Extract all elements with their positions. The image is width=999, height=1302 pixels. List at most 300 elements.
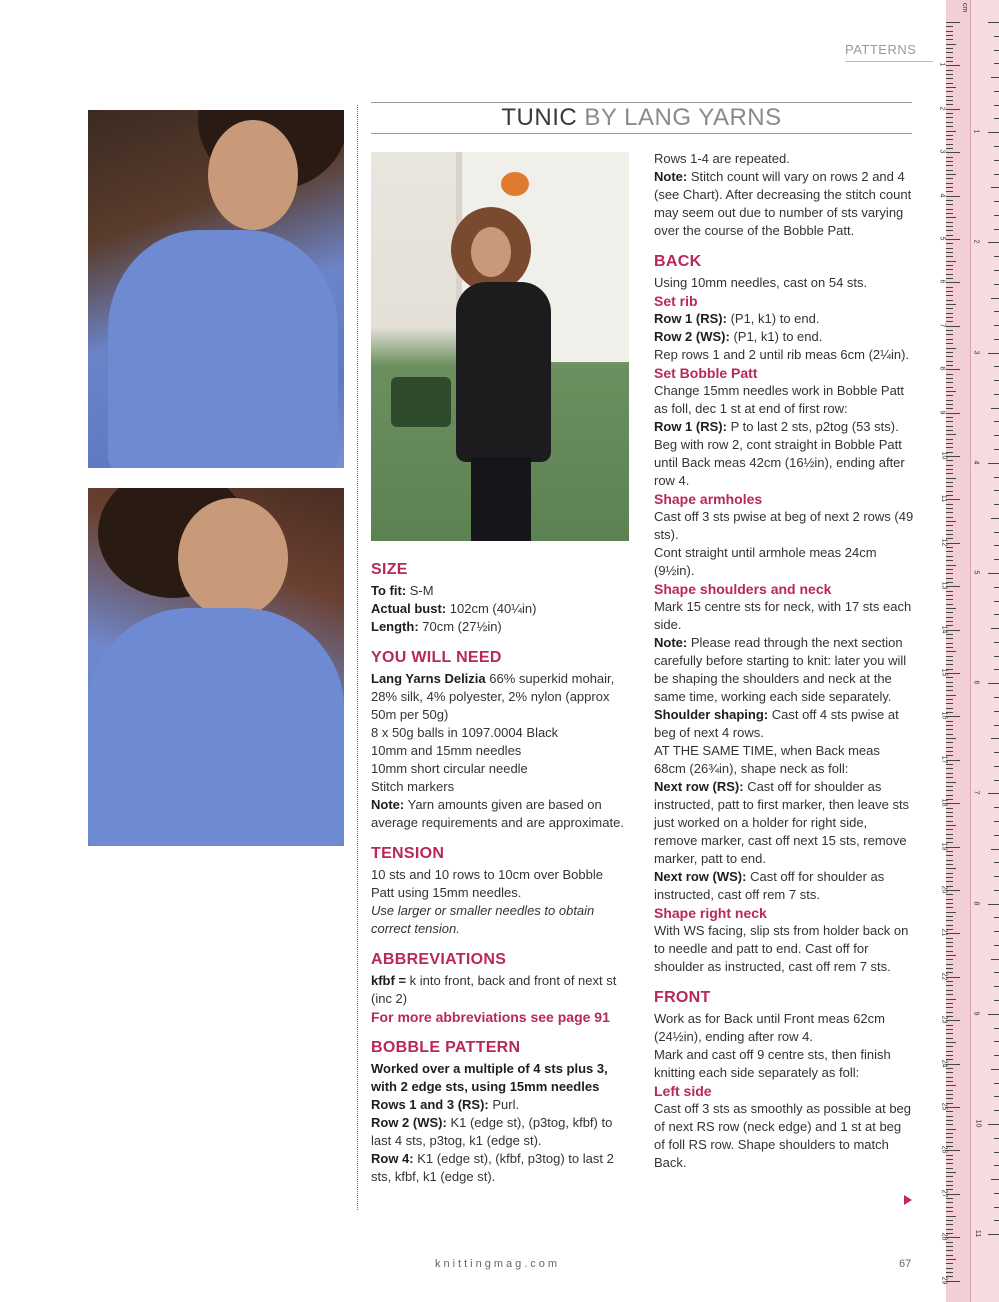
ruler-cm-tick [946,608,956,609]
ruler-cm-tick [946,786,953,787]
ruler-cm-tick [946,243,953,244]
ruler-inch-tick [994,118,999,119]
ruler-inch-tick [994,215,999,216]
ruler-cm-tick [946,482,953,483]
page-title [371,104,912,132]
ruler-cm-tick [946,83,953,84]
ruler-inch-label: 3 [972,350,980,355]
section-label: PATTERNS [845,42,917,57]
ruler-cm-tick [946,999,956,1000]
ruler-inch-tick [994,697,999,698]
ruler-cm-tick [946,113,953,114]
need-note-label: Note: [371,797,405,812]
rib-row1-label: Row 1 (RS): [654,311,727,326]
ruler-cm-tick [946,22,960,23]
ruler-cm-tick [946,595,953,596]
ruler-cm-tick [946,26,953,27]
ruler-inch-tick [994,669,999,670]
ruler-inch-tick [988,22,999,23]
ruler-cm-tick [946,985,953,986]
page-number: 67 [899,1258,912,1270]
ruler-cm-label: 25 [940,1102,948,1111]
ruler-cm-tick [946,417,953,418]
front-heading: FRONT [654,989,711,1006]
ruler-inch-tick [988,904,999,905]
ruler-cm-label: 9 [938,410,946,415]
ruler-inch-tick [991,518,999,519]
ruler-inch-tick [991,1069,999,1070]
you-will-need-heading: YOU WILL NEED [371,649,502,666]
ruler-cm-label: 18 [940,798,948,807]
ruler-cm-tick [946,699,953,700]
shape-shoulders-heading: Shape shoulders and neck [654,581,832,597]
ruler-cm-label: 8 [938,366,946,371]
ruler-cm-tick [946,261,956,262]
ruler-cm-tick [946,525,953,526]
ruler-cm-tick [946,74,953,75]
ruler-cm-tick [946,282,960,283]
ruler-cm-tick [946,235,953,236]
ruler-cm-tick [946,760,960,761]
ruler-cm-tick [946,408,953,409]
ruler-cm-tick [946,551,953,552]
ruler-cm-tick [946,343,953,344]
ruler-cm-tick [946,339,953,340]
ruler-cm-tick [946,816,953,817]
ruler-inch-label: 10 [974,1119,982,1128]
ruler-cm-tick [946,907,953,908]
ruler-cm-tick [946,144,953,145]
ruler-inch-tick [994,587,999,588]
ruler-cm-label: 10 [940,451,948,460]
ruler-cm-tick [946,217,956,218]
needles: 10mm and 15mm needles [371,743,522,758]
ruler-inch-tick [994,890,999,891]
ruler-cm-tick [946,1124,953,1125]
ruler-inch-tick [988,683,999,684]
ruler-cm-tick [946,196,960,197]
ruler-cm-tick [946,764,953,765]
ruler-cm-label: 11 [940,495,948,503]
ruler-cm-tick [946,1229,953,1230]
ruler-cm-tick [946,1142,953,1143]
column-right [654,150,914,1172]
ruler-cm-label: 12 [940,538,948,547]
ruler-inch-tick [994,1193,999,1194]
ruler-cm-tick [946,512,953,513]
rib-row2: (P1, k1) to end. [733,329,823,344]
ruler-inch-tick [994,366,999,367]
ruler-cm-tick [946,378,953,379]
ruler-cm-tick [946,660,953,661]
ruler-cm-tick [946,504,953,505]
ruler-unit: cm [961,2,969,13]
ruler-cm-tick [946,1237,960,1238]
ruler-cm-tick [946,851,953,852]
ruler-cm-tick [946,213,953,214]
ruler-cm-tick [946,291,953,292]
ruler-cm-tick [946,1012,953,1013]
ruler-cm-tick [946,413,960,414]
ruler-inch-tick [994,504,999,505]
ruler-cm-tick [946,400,953,401]
ruler-cm-tick [946,734,953,735]
ruler-inch-label: 5 [972,570,980,575]
ruler-inch-tick [991,849,999,850]
ruler-cm-tick [946,356,953,357]
ruler-cm-tick [946,230,953,231]
ruler-cm-tick [946,48,953,49]
ruler-cm-tick [946,78,953,79]
stitch-markers: Stitch markers [371,779,455,794]
ruler-cm-tick [946,673,960,674]
ruler-cm-tick [946,170,953,171]
ruler-cm-label: 4 [938,193,946,198]
ruler-cm-tick [946,994,953,995]
title-rule-top [371,102,912,103]
ruler-cm-tick [946,1216,956,1217]
ruler-inch-tick [994,105,999,106]
ruler-cm-tick [946,634,953,635]
set-rib-heading: Set rib [654,293,698,309]
title-rule-bottom [371,133,912,134]
ruler-inch-tick [994,614,999,615]
ruler-inch-label: 6 [972,680,980,685]
ruler-inch-tick [994,174,999,175]
yarn-composition: 66% superkid mohair, 28% silk, 4% polyester, 2% nylon (approx 50m per 50g) [371,671,615,722]
continue-arrow-icon [904,1195,912,1205]
bobble-row1-label: Row 1 (RS): [654,419,727,434]
ruler-cm-tick [946,565,956,566]
ruler-inch-tick [994,986,999,987]
ruler-cm-tick [946,430,953,431]
ruler-inch-tick [994,532,999,533]
ruler-cm-tick [946,365,953,366]
ruler-cm-tick [946,899,953,900]
ruler-inch-tick [994,1138,999,1139]
ruler-cm-tick [946,178,953,179]
ruler-cm-tick [946,773,953,774]
ruler-inch-tick [988,463,999,464]
ruler-cm-tick [946,1046,953,1047]
ruler-inch-tick [994,656,999,657]
kfbf-label: kfbf = [371,973,407,988]
ruler-inch-tick [994,601,999,602]
ruler-inch-tick [994,821,999,822]
ruler-inch-tick [994,1220,999,1221]
ruler-cm-tick [946,248,953,249]
ruler-cm-tick [946,326,960,327]
ruler-cm-tick [946,1185,953,1186]
ruler-cm-tick [946,486,953,487]
ruler-cm-tick [946,1055,953,1056]
ruler-inch-tick [994,449,999,450]
ruler-cm-tick [946,191,953,192]
ruler-inch-tick [991,187,999,188]
ruler-cm-tick [946,808,953,809]
ruler-cm-tick [946,1107,960,1108]
note-label: Note: [654,169,688,184]
ruler-cm-label: 29 [940,1276,948,1284]
ruler-inch-tick [994,1041,999,1042]
rib-row1: (P1, k1) to end. [730,311,820,326]
ruler-cm-tick [946,1207,953,1208]
ruler-cm-tick [946,703,953,704]
ruler-inch-label: 2 [972,239,980,244]
ruler-cm-tick [946,1172,956,1173]
ruler-cm-tick [946,664,953,665]
bobble-row1: P to last 2 sts, p2tog (53 sts). [730,419,899,434]
ruler-cm-label: 23 [940,1015,948,1024]
ruler-cm-tick [946,100,953,101]
circular-needle: 10mm short circular needle [371,761,528,776]
ruler-inch-tick [994,50,999,51]
ruler-inch-label: 7 [972,790,980,795]
ruler-cm-tick [946,126,953,127]
ruler-inch-tick [994,311,999,312]
ruler-cm-tick [946,959,953,960]
ruler-cm-tick [946,630,960,631]
ruler-inch-tick [994,1207,999,1208]
ruler-cm-tick [946,44,956,45]
ruler-cm-tick [946,209,953,210]
ruler-cm-tick [946,330,953,331]
ruler-cm-tick [946,439,953,440]
ruler-cm-tick [946,1137,953,1138]
ruler-cm-tick [946,1051,953,1052]
ruler-cm-tick [946,747,953,748]
ruler-inch-tick [994,917,999,918]
ruler-cm-tick [946,834,953,835]
bust-label: Actual bust: [371,601,447,616]
right-neck-text: With WS facing, slip sts from holder back on to needle and patt to end. Cast off for shoulder as instructed, cast off rem 7 sts. [654,923,909,974]
ruler-cm-tick [946,946,953,947]
ruler-cm-tick [946,1211,953,1212]
ruler-cm-tick [946,1042,956,1043]
ruler-cm-tick [946,1025,953,1026]
ruler-cm-tick [946,1038,953,1039]
ruler-inch-tick [994,394,999,395]
ruler-cm-tick [946,434,956,435]
ruler-inch-tick [988,573,999,574]
ruler-cm-tick [946,465,953,466]
next-row-ws: Cast off for shoulder as instructed, cast off rem 7 sts. [654,869,885,902]
ruler-cm-tick [946,39,953,40]
ruler-inch-tick [994,945,999,946]
ruler-cm-tick [946,317,953,318]
ruler-inch-tick [994,325,999,326]
ruler-cm-tick [946,200,953,201]
ruler-cm-tick [946,1268,953,1269]
back-intro: Using 10mm needles, cast on 54 sts. [654,275,868,290]
ruler-cm-tick [946,638,953,639]
ruler-cm-tick [946,96,953,97]
ruler-cm-tick [946,1159,953,1160]
column-middle [371,560,626,1186]
ruler-cm-tick [946,742,953,743]
bobble-continue: Beg with row 2, cont straight in Bobble Patt until Back meas 42cm (16½in), ending after row 4. [654,437,905,488]
ruler-cm-tick [946,586,960,587]
rib-row2-label: Row 2 (WS): [654,329,730,344]
ruler-cm-label: 27 [940,1189,948,1198]
ruler-cm-tick [946,682,953,683]
ruler-cm-tick [946,1250,953,1251]
more-abbreviations-link[interactable]: For more abbreviations see page 91 [371,1009,610,1025]
ruler-cm-tick [946,1263,953,1264]
size-heading: SIZE [371,561,408,578]
ruler-cm-tick [946,812,953,813]
ruler-inch-tick [994,931,999,932]
ruler-cm-tick [946,686,953,687]
ruler-cm-tick [946,868,956,869]
ruler-cm-tick [946,165,953,166]
left-side-text: Cast off 3 sts as smoothly as possible at beg of next RS row (neck edge) and 1 st at beg of foll RS row. Shape shoulders to match Back. [654,1101,912,1170]
ruler-inch-tick [994,490,999,491]
ruler-cm-tick [946,829,953,830]
ruler-inch-tick [991,1179,999,1180]
kfbf-definition: k into front, back and front of next st (inc 2) [371,973,617,1006]
ruler-cm-tick [946,578,953,579]
ruler-cm-tick [946,1194,960,1195]
ruler-inch-label: 1 [972,129,980,134]
ruler-cm-tick [946,157,953,158]
ruler-cm-tick [946,387,953,388]
bobble-pattern-heading: BOBBLE PATTERN [371,1039,521,1056]
ruler-cm-tick [946,87,956,88]
ruler-cm-tick [946,300,953,301]
row2-text: K1 (edge st), (p3tog, kfbf) to last 4 sts, p3tog, k1 (edge st). [371,1115,613,1148]
ruler-cm-tick [946,508,953,509]
ruler-cm-label: 3 [938,149,946,154]
ruler-cm-tick [946,599,953,600]
ruler-inch-tick [994,284,999,285]
length-label: Length: [371,619,419,634]
ruler-cm-tick [946,916,953,917]
ruler-cm-tick [946,838,953,839]
ruler-cm-tick [946,1163,953,1164]
ruler-cm-label: 1 [938,62,946,67]
ruler-cm-tick [946,252,953,253]
ruler-cm-tick [946,135,953,136]
ruler-cm-tick [946,65,960,66]
front-2: Mark and cast off 9 centre sts, then finish knitting each side separately as foll: [654,1047,891,1080]
ruler-cm-tick [946,825,956,826]
ruler-cm-tick [946,1176,953,1177]
ruler-inch-label: 8 [972,901,980,906]
length-value: 70cm (27½in) [422,619,502,634]
ruler-cm-label: 7 [938,323,946,328]
ruler-cm-tick [946,1198,953,1199]
ruler-cm-tick [946,1007,953,1008]
ruler-cm-tick [946,1168,953,1169]
ruler-cm-tick [946,912,956,913]
ruler-cm-tick [946,708,953,709]
ruler-cm-tick [946,803,960,804]
ruler-cm-tick [946,1020,960,1021]
ruler-inch-tick [994,36,999,37]
ruler-inch-label: 4 [972,460,980,465]
ruler-cm-tick [946,174,956,175]
ruler-cm-tick [946,738,956,739]
ruler-cm-tick [946,456,960,457]
ruler-cm-tick [946,1098,953,1099]
ruler-cm-tick [946,716,960,717]
ruler-cm-tick [946,977,960,978]
ruler-cm-tick [946,204,953,205]
ruler-cm-label: 22 [940,972,948,981]
ruler-cm-tick [946,1242,953,1243]
ruler-cm-tick [946,847,960,848]
ruler-cm-tick [946,560,953,561]
ruler-inch-tick [994,1000,999,1001]
ruler-inch-tick [994,1110,999,1111]
ruler-inch-tick [994,1028,999,1029]
ruler-cm-tick [946,890,960,891]
ruler-inch-tick [994,559,999,560]
ruler-cm-tick [946,1068,953,1069]
ruler-cm-tick [946,287,953,288]
abbreviations-heading: ABBREVIATIONS [371,951,507,968]
ruler-cm-tick [946,1081,953,1082]
ruler-inch-tick [994,1165,999,1166]
ruler-cm-tick [946,109,960,110]
ruler-cm-tick [946,421,953,422]
ruler-cm-tick [946,361,953,362]
ruler-cm-tick [946,91,953,92]
ruler-inch-tick [994,270,999,271]
ruler-cm-tick [946,725,953,726]
ruler-cm-tick [946,313,953,314]
ruler-cm-label: 17 [940,755,948,764]
ruler-cm-tick [946,382,953,383]
ruler-cm-tick [946,187,953,188]
ruler-cm-label: 14 [940,625,948,633]
rows13-label: Rows 1 and 3 (RS): [371,1097,489,1112]
ruler-cm-tick [946,1120,953,1121]
yarn-name: Lang Yarns Delizia [371,671,486,686]
ruler-cm-label: 2 [938,106,946,111]
ruler-cm-tick [946,443,953,444]
ruler-cm-tick [946,695,956,696]
ruler-cm-tick [946,278,953,279]
ruler-cm-tick [946,1077,953,1078]
ruler-cm-label: 15 [940,668,948,677]
back-heading: BACK [654,253,702,270]
ruler-cm-tick [946,621,953,622]
ruler-cm-tick [946,31,953,32]
ruler-inch-tick [988,1124,999,1125]
tension-text: 10 sts and 10 rows to 10cm over Bobble Patt using 15mm needles. [371,867,603,900]
ruler-inch-tick [991,298,999,299]
repeat-note: Rows 1-4 are repeated. [654,151,790,166]
need-note: Yarn amounts given are based on average requirements and are approximate. [371,797,624,830]
ruler-cm-tick [946,369,960,370]
next-row-ws-label: Next row (WS): [654,869,747,884]
ruler-inch-tick [988,793,999,794]
ruler-cm-tick [946,821,953,822]
ruler-cm-tick [946,139,953,140]
ruler-cm-tick [946,951,953,952]
ruler-cm-tick [946,57,953,58]
ruler-cm-tick [946,1181,953,1182]
shape-armholes-heading: Shape armholes [654,491,763,507]
same-time: AT THE SAME TIME, when Back meas 68cm (26¾in), shape neck as foll: [654,743,880,776]
tension-heading: TENSION [371,845,445,862]
ruler-inch-tick [994,380,999,381]
ruler-cm-tick [946,651,956,652]
ruler-cm-label: 13 [940,581,948,590]
ruler-cm-tick [946,35,953,36]
